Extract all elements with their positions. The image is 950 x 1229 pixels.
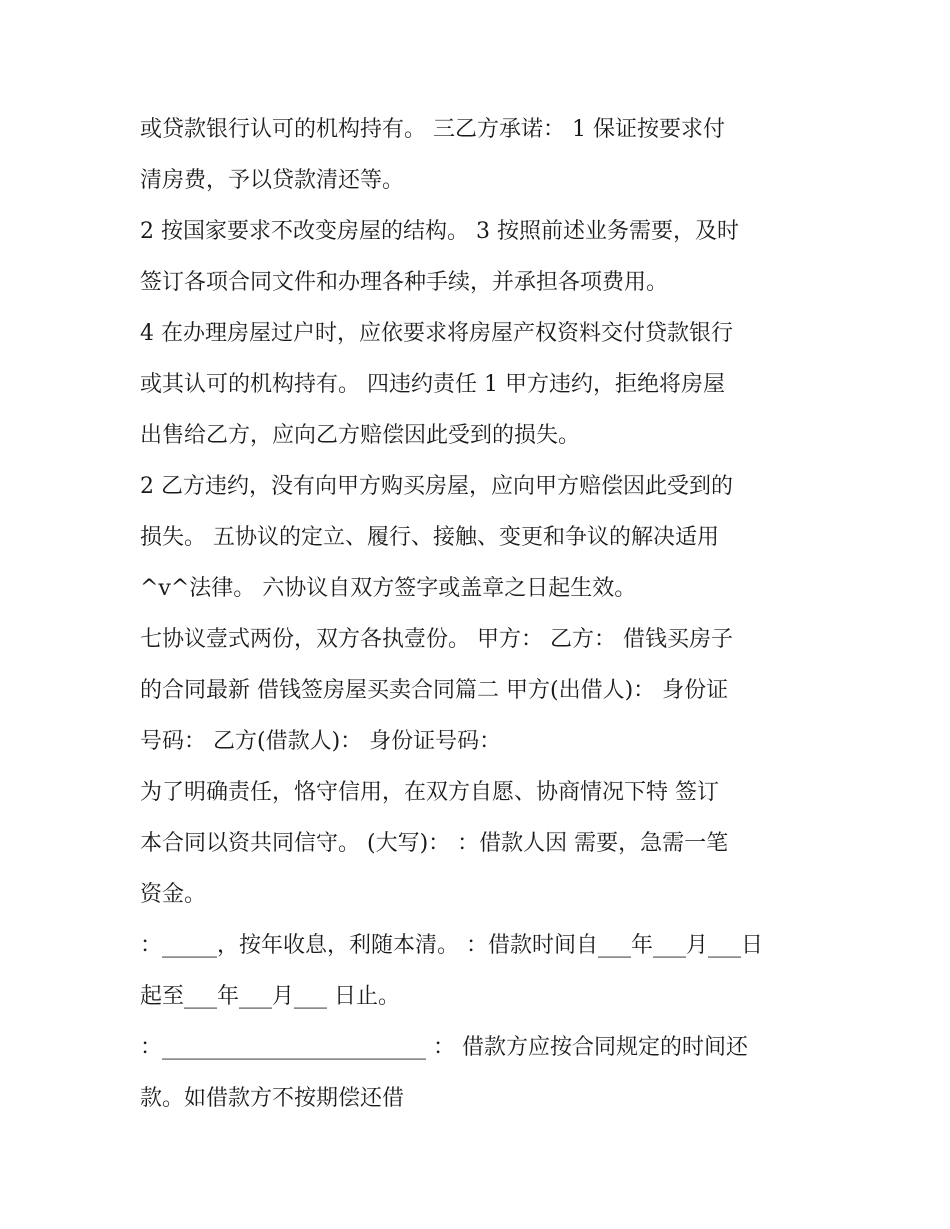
paragraph-copies-clause [140,614,820,767]
text-line: 4 在办理房屋过户时，应依要求将房屋产权资料交付贷款银行 [140,321,733,346]
text-line: 七协议壹式两份，双方各执壹份。 甲方： 乙方： 借钱买房子 [140,627,733,652]
text-line: 损失。 五协议的定立、履行、接触、变更和争议的解决适用 [140,525,719,550]
text-line: 2 乙方违约，没有向甲方购买房屋，应向甲方赔偿因此受到的 [140,474,733,499]
paragraph-breach-clause [140,461,820,614]
text-line: 款。如借款方不按期偿还借 [140,1086,405,1111]
text-line: 清房费，予以贷款清还等。 [140,168,405,193]
paragraph-structure-clause [140,206,820,308]
text-line: 签订各项合同文件和办理各种手续，并承担各项费用。 [140,270,669,295]
text-line: 资金。 [140,882,207,907]
text-line: ^v^法律。 六协议自双方签字或盖章之日起生效。 [140,576,637,601]
text-line: 出售给乙方，应向乙方赔偿因此受到的损失。 [140,423,581,448]
text-line: 为了明确责任，恪守信用，在双方自愿、协商情况下特 签订 [140,780,719,805]
paragraph-buyer-commitment [140,104,820,206]
paragraph-transfer-clause [140,308,820,461]
text-line: 的合同最新 借钱签房屋买卖合同篇二 甲方(出借人)： 身份证 [140,678,729,703]
paragraph-loan-term [140,920,820,1022]
text-line: 或贷款银行认可的机构持有。 三乙方承诺： 1 保证按要求付 [140,117,725,142]
text-line: 本合同以资共同信守。 (大写)： ：借款人因 需要，急需一笔 [140,831,729,856]
text-line: 起至___年___月___ 日止。 [140,984,400,1009]
text-line: 2 按国家要求不改变房屋的结构。 3 按照前述业务需要，及时 [140,219,739,244]
paragraph-loan-purpose [140,767,820,920]
text-line: ：_____，按年收息，利随本清。 ：借款时间自___年___月___日 [140,933,763,958]
document-body [140,104,820,1124]
text-line: 号码： 乙方(借款人)： 身份证号码： [140,729,502,754]
text-line: ：________________________ ： 借款方应按合同规定的时间还 [140,1035,748,1060]
text-line: 或其认可的机构持有。 四违约责任 1 甲方违约，拒绝将房屋 [140,372,725,397]
paragraph-repayment [140,1022,820,1124]
